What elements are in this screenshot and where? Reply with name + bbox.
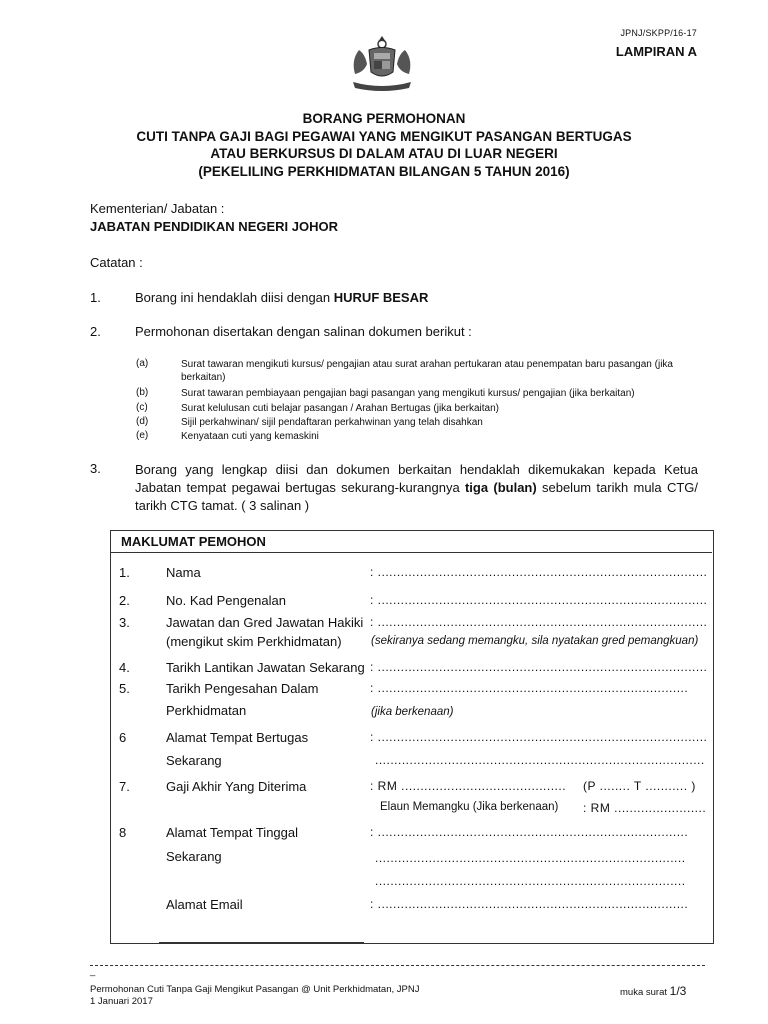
position-grade-field[interactable]: : ...................................................................................... bbox=[370, 615, 708, 629]
page-number: 1/3 bbox=[669, 984, 687, 998]
note-text: Borang ini hendaklah diisi dengan bbox=[135, 290, 334, 305]
acting-allowance-field[interactable]: : RM ........................ bbox=[583, 801, 707, 815]
coat-of-arms-logo bbox=[347, 34, 417, 92]
note-text: sebelum tarikh mula CTG/ tarikh CTG tamat. ( 3 salinan ) bbox=[135, 480, 699, 513]
confirmation-date-hint: (jika berkenaan) bbox=[371, 706, 454, 718]
document-label: (a) bbox=[136, 358, 149, 369]
note-item bbox=[135, 290, 428, 305]
last-salary-field[interactable]: : RM ........................................... bbox=[370, 779, 567, 793]
reference-code: JPNJ/SKPP/16-17 bbox=[620, 28, 697, 38]
email-label: Alamat Email bbox=[166, 897, 243, 912]
confirmation-date-sublabel: Perkhidmatan bbox=[166, 703, 247, 718]
note-emphasis: HURUF BESAR bbox=[333, 290, 429, 305]
row-number: 4. bbox=[119, 660, 130, 675]
lampiran-label: LAMPIRAN A bbox=[615, 44, 697, 59]
position-grade-label: Jawatan dan Gred Jawatan Hakiki bbox=[166, 615, 364, 630]
note-text: Borang yang lengkap diisi dan dokumen berkaitan hendaklah dikemukakan kepada Ketua Jabatan tempat pegawai bertugas sekurang-kurangnya bbox=[135, 462, 698, 495]
row-number: 7. bbox=[119, 779, 130, 794]
row-number: 3. bbox=[119, 615, 130, 630]
email-field[interactable]: : ................................................................................. bbox=[370, 897, 689, 911]
appointment-date-field[interactable]: : ...................................................................................... bbox=[370, 660, 708, 674]
note-number: 1. bbox=[90, 290, 101, 305]
ministry-value: JABATAN PENDIDIKAN NEGERI JOHOR bbox=[90, 219, 338, 234]
row-number: 2. bbox=[119, 593, 130, 608]
document-text: Sijil perkahwinan/ sijil pendaftaran perkahwinan yang telah disahkan bbox=[181, 417, 483, 428]
work-address-label: Alamat Tempat Bertugas bbox=[166, 730, 309, 745]
last-salary-label: Gaji Akhir Yang Diterima bbox=[166, 779, 307, 794]
ministry-label: Kementerian/ Jabatan : bbox=[90, 201, 225, 216]
page-label-text: muka surat bbox=[620, 987, 667, 998]
section-heading: MAKLUMAT PEMOHON bbox=[121, 534, 266, 549]
footer-divider bbox=[90, 965, 705, 966]
home-address-field-line-2[interactable]: ................................................................................. bbox=[375, 851, 686, 865]
form-title: BORANG PERMOHONAN bbox=[302, 111, 466, 126]
footer-date: 1 Januari 2017 bbox=[90, 996, 153, 1007]
salary-pt-field[interactable]: (P ........ T ........... ) bbox=[583, 779, 696, 793]
work-address-field[interactable]: : ...................................................................................... bbox=[370, 730, 708, 744]
note-item bbox=[135, 461, 698, 515]
acting-allowance-label: Elaun Memangku (Jika berkenaan) bbox=[380, 801, 559, 813]
notes-label: Catatan : bbox=[90, 255, 143, 270]
footer-title: Permohonan Cuti Tanpa Gaji Mengikut Pasangan @ Unit Perkhidmatan, JPNJ bbox=[90, 984, 420, 995]
note-number: 3. bbox=[90, 461, 101, 476]
document-label: (b) bbox=[136, 387, 149, 398]
appointment-date-label: Tarikh Lantikan Jawatan Sekarang bbox=[166, 660, 365, 675]
note-number: 2. bbox=[90, 324, 101, 339]
name-label: Nama bbox=[166, 565, 201, 580]
work-address-sublabel: Sekarang bbox=[166, 753, 222, 768]
row-number: 6 bbox=[119, 730, 127, 745]
home-address-label: Alamat Tempat Tinggal bbox=[166, 825, 298, 840]
document-label: (c) bbox=[136, 402, 148, 413]
signature-line bbox=[159, 942, 364, 943]
ic-number-label: No. Kad Pengenalan bbox=[166, 593, 286, 608]
home-address-field[interactable]: : ................................................................................. bbox=[370, 825, 689, 839]
confirmation-date-field[interactable]: : ................................................................................. bbox=[370, 681, 689, 695]
note-text: Permohonan disertakan dengan salinan dokumen berikut : bbox=[135, 324, 472, 339]
page-label bbox=[620, 984, 686, 998]
document-text: Kenyataan cuti yang kemaskini bbox=[181, 431, 319, 442]
document-label: (e) bbox=[136, 430, 149, 441]
row-number: 1. bbox=[119, 565, 130, 580]
form-subtitle-line-2: ATAU BERKURSUS DI DALAM ATAU DI LUAR NEGERI bbox=[210, 146, 558, 161]
document-text: Surat tawaran pembiayaan pengajian bagi pasangan yang mengikuti kursus/ pengajian (jika berkaitan) bbox=[181, 388, 635, 399]
form-subtitle-line-3: (PEKELILING PERKHIDMATAN BILANGAN 5 TAHUN 2016) bbox=[198, 164, 570, 179]
row-number: 5. bbox=[119, 681, 130, 696]
position-grade-sublabel: (mengikut skim Perkhidmatan) bbox=[166, 634, 342, 649]
work-address-field-line-2[interactable]: ...................................................................................... bbox=[375, 753, 705, 767]
note-emphasis: tiga (bulan) bbox=[464, 480, 537, 495]
ic-number-field[interactable]: : ...................................................................................... bbox=[370, 593, 708, 607]
document-text: Surat kelulusan cuti belajar pasangan / Arahan Bertugas (jika berkaitan) bbox=[181, 403, 499, 414]
form-subtitle-line-1: CUTI TANPA GAJI BAGI PEGAWAI YANG MENGIKUT PASANGAN BERTUGAS bbox=[136, 129, 632, 144]
row-number: 8 bbox=[119, 825, 127, 840]
applicant-info-header bbox=[110, 530, 712, 553]
home-address-sublabel: Sekarang bbox=[166, 849, 222, 864]
home-address-field-line-3[interactable]: ................................................................................. bbox=[375, 874, 686, 888]
position-grade-hint: (sekiranya sedang memangku, sila nyatakan gred pemangkuan) bbox=[371, 635, 699, 647]
document-label: (d) bbox=[136, 416, 149, 427]
document-text: Surat tawaran mengikuti kursus/ pengajian atau surat arahan pertukaran atau penempatan baru pasangan (jika berkaitan) bbox=[181, 359, 673, 383]
name-field[interactable]: : ...................................................................................... bbox=[370, 565, 708, 579]
confirmation-date-label: Tarikh Pengesahan Dalam bbox=[166, 681, 319, 696]
footer-dash: _ bbox=[90, 966, 96, 977]
